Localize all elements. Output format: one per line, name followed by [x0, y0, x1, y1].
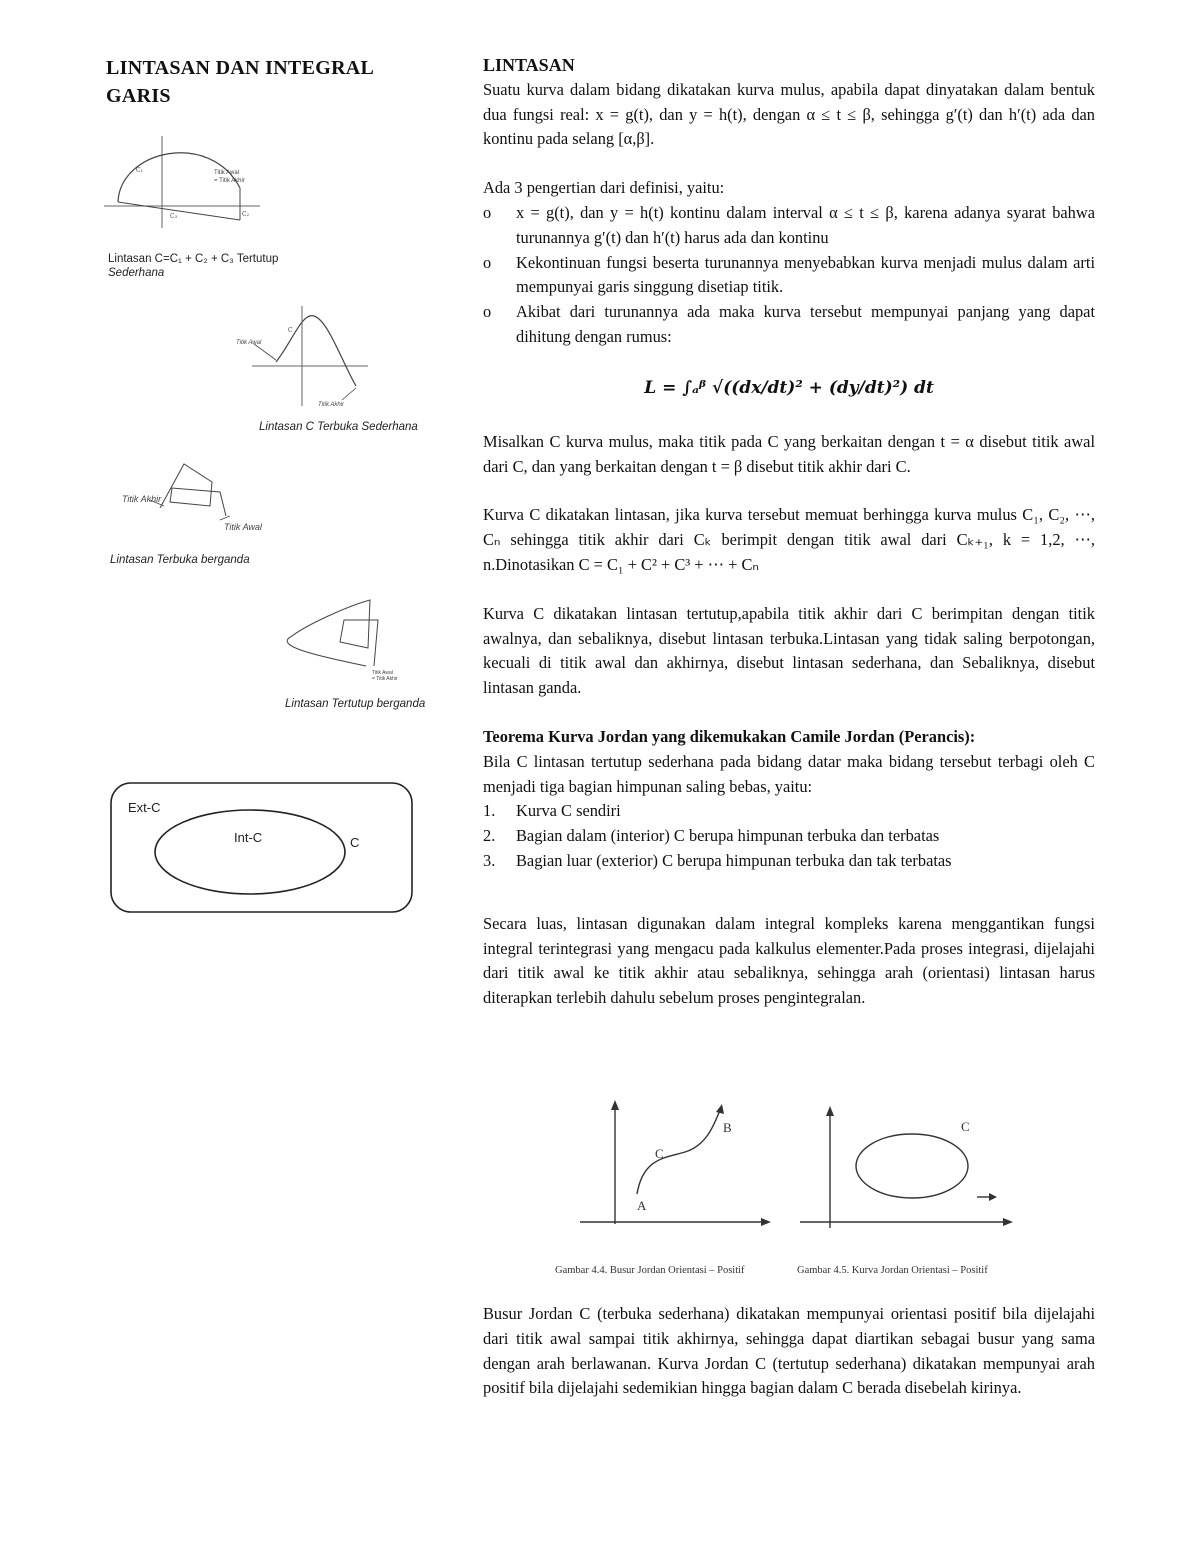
bullet-marker: o	[483, 302, 492, 322]
orientation-figures	[555, 1098, 1030, 1283]
spacer	[483, 874, 1095, 912]
theorem-list	[483, 799, 1095, 873]
curve-c-label-a: C	[655, 1146, 664, 1161]
orientation-paragraph: Busur Jordan C (terbuka sederhana) dikatakan mempunyai orientasi positif bila dijelajahi dari titik awal sampai titik akhirnya, sehingga dapat diartikan sebagai busur yang sama dengan arah berlawanan. Kurva Jordan C (tertutup sederhana) dikatakan mempunyai arah positif bila dijelajahi sedemikian hingga bagian dalam C berada disebelah kirinya.	[483, 1304, 1095, 1398]
svg-text:C₃: C₃	[170, 213, 177, 220]
definition-bullets	[483, 201, 1095, 350]
spacer	[483, 701, 1095, 725]
ext-c-label: Ext-C	[128, 800, 161, 815]
section-heading: LINTASAN	[483, 55, 575, 75]
fig2-start-label: Titik Awal	[236, 340, 262, 346]
point-a-label: A	[637, 1198, 647, 1213]
bullet-marker: o	[483, 252, 492, 272]
list-item: 3. Bagian luar (exterior) C berupa himpunan terbuka dan tak terbatas	[483, 850, 952, 870]
list-item: o Akibat dari turunannya ada maka kurva tersebut mempunyai panjang yang dapat dihitung dengan rumus:	[483, 302, 1095, 346]
page-title: LINTASAN DAN INTEGRAL GARIS	[106, 57, 374, 107]
point-b-label: B	[723, 1120, 732, 1135]
theorem-heading: Teorema Kurva Jordan yang dikemukakan Camile Jordan (Perancis):	[483, 726, 976, 746]
list-item: 1. Kurva C sendiri	[483, 801, 621, 821]
curve-c-label: C	[350, 835, 360, 850]
closed-path-paragraph: Kurva C dikatakan lintasan tertutup,apabila titik akhir dari C berimpitan dengan titik awalnya, dan sebaliknya, disebut lintasan terbuka.Lintasan yang tidak saling berpotongan, kecuali di titik awal dan akhirnya, disebut lintasan sederhana, dan Sebaliknya, disebut lintasan ganda.	[483, 603, 1095, 698]
svg-text:C₂: C₂	[242, 211, 249, 218]
list-item: o Kekontinuan fungsi beserta turunannya menyebabkan kurva menjadi mulus dalam arti mempunyai garis singgung disetiap titik.	[483, 252, 1095, 297]
svg-text:Titik Awal: Titik Awal	[372, 670, 393, 676]
bullet-marker: o	[483, 202, 492, 222]
figure-open-multiple-path	[110, 458, 262, 546]
definition-paragraph: Suatu kurva dalam bidang dikatakan kurva mulus, apabila dapat dinyatakan dalam bentuk dua fungsi real: x = g(t), dan y = h(t), dengan α ≤ t ≤ β, sehingga g′(t) dan h′(t) ada dan kontinu pada selang [α,β].	[483, 79, 1095, 149]
arc-length-formula: L = ∫ₐᵝ √((dx/dt)² + (dy/dt)²) dt	[644, 377, 934, 398]
svg-text:Titik Awal: Titik Awal	[214, 170, 240, 176]
spacer	[483, 479, 1095, 503]
svg-text:C: C	[288, 327, 293, 334]
endpoint-paragraph: Misalkan C kurva mulus, maka titik pada C yang berkaitan dengan t = α disebut titik awal dari C, dan yang berkaitan dengan t = β disebut titik akhir dari C.	[483, 431, 1095, 476]
spacer	[483, 152, 1095, 176]
fig3-start-label: Titik Awal	[224, 522, 262, 532]
figure-4-4-caption: Gambar 4.4. Busur Jordan Orientasi – Positif	[555, 1265, 745, 1276]
fig3-end-label: Titik Akhir	[122, 494, 162, 504]
figure-4-caption: Lintasan Tertutup berganda	[285, 698, 426, 710]
figure-3-caption: Lintasan Terbuka berganda	[110, 554, 250, 566]
figure-2-caption: Lintasan C Terbuka Sederhana	[259, 421, 418, 433]
svg-text:= Titik Akhir: = Titik Akhir	[372, 676, 398, 682]
figure-open-simple-path	[232, 302, 372, 414]
svg-text:C₁: C₁	[136, 167, 143, 174]
curve-c-label-b: C	[961, 1119, 970, 1134]
figure-4-5-caption: Gambar 4.5. Kurva Jordan Orientasi – Positif	[797, 1265, 988, 1276]
figure-closed-multiple-path	[278, 596, 408, 688]
svg-text:= Titik Akhir: = Titik Akhir	[214, 178, 245, 184]
path-paragraph: Kurva C dikatakan lintasan, jika kurva tersebut memuat berhingga kurva mulus C₁, C₂, ⋯, Cₙ sehingga titik akhir dari Cₖ berimpit dengan titik awal dari Cₖ₊₁, k = 1,2, ⋯, n.Dinotasikan C = C₁ + C² + C³ + ⋯ + Cₙ	[483, 505, 1095, 574]
jordan-region-diagram	[108, 780, 418, 916]
definition-intro: Ada 3 pengertian dari definisi, yaitu:	[483, 178, 725, 198]
fig2-end-label: Titik Akhir	[318, 402, 345, 408]
figure-closed-simple-path	[100, 130, 270, 245]
main-column	[483, 53, 1095, 1011]
theorem-body: Bila C lintasan tertutup sederhana pada bidang datar maka bidang tersebut terbagi oleh C menjadi tiga bagian himpunan saling bebas, yaitu:	[483, 751, 1095, 796]
integration-paragraph: Secara luas, lintasan digunakan dalam integral kompleks karena menggantikan fungsi integral terintegrasi yang mengacu pada kalkulus elementer.Pada proses integrasi, dijelajahi dari titik awal ke titik akhir atau sebaliknya, sehingga arah (orientasi) lintasan harus diterapkan terlebih dahulu sebelum proses pengintegralan.	[483, 913, 1095, 1008]
list-item: 2. Bagian dalam (interior) C berupa himpunan terbuka dan terbatas	[483, 826, 940, 846]
spacer	[483, 578, 1095, 602]
orientation-paragraph-block	[483, 1302, 1095, 1401]
list-item: o x = g(t), dan y = h(t) kontinu dalam interval α ≤ t ≤ β, karena adanya syarat bahwa turunannya g′(t) dan h′(t) harus ada dan kontinu	[483, 202, 1095, 247]
figure-1-caption-line2: Sederhana	[108, 267, 165, 279]
int-c-label: Int-C	[234, 830, 263, 845]
figure-1-caption-line1: Lintasan C=C₁ + C₂ + C₃ Tertutup	[108, 253, 279, 265]
